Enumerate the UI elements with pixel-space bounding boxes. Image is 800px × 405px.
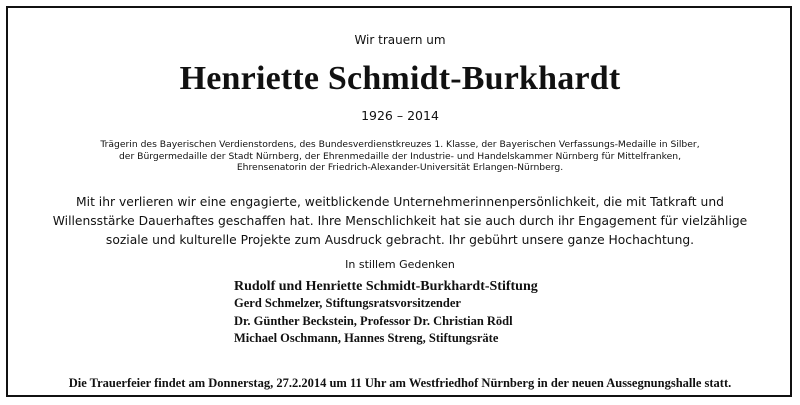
honors-block: [0, 139, 800, 174]
deceased-name: Henriette Schmidt-Burkhardt: [179, 60, 621, 97]
tribute-line: soziale und kulturelle Projekte zum Ausdruck gebracht. Ihr gebührt unsere ganze Hochachtung.: [105, 233, 695, 247]
memory-text: In stillem Gedenken: [345, 258, 455, 271]
life-years: 1926 – 2014: [361, 108, 439, 123]
intro-text: Wir trauern um: [354, 33, 446, 47]
honors-line: der Bürgermedaille der Stadt Nürnberg, der Ehrenmedaille der Industrie- und Handelskammer Nürnberg für Mittelfranken,: [118, 150, 682, 162]
funeral-info: Die Trauerfeier findet am Donnerstag, 27.2.2014 um 11 Uhr am Westfriedhof Nürnberg in der neuen Aussegnungshalle statt.: [68, 376, 732, 390]
signer-line: Michael Oschmann, Hannes Streng, Stiftungsräte: [234, 331, 499, 345]
tribute-line: Mit ihr verlieren wir eine engagierte, weitblickende Unternehmerinnenpersönlichkeit, die mit Tatkraft und: [76, 195, 724, 209]
signers-block: [234, 278, 538, 348]
foundation-name: Rudolf und Henriette Schmidt-Burkhardt-Stiftung: [234, 279, 538, 294]
honors-line: Ehrensenatorin der Friedrich-Alexander-Universität Erlangen-Nürnberg.: [236, 162, 564, 173]
tribute-paragraph: [0, 193, 800, 250]
honors-line: Trägerin des Bayerischen Verdienstordens, des Bundesverdienstkreuzes 1. Klasse, der Bayerischen Verfassungs-Medaille in Silber,: [100, 139, 700, 150]
tribute-line: Willensstärke Dauerhaftes geschaffen hat. Ihre Menschlichkeit hat sie auch durch ihr Engagement für vielzählige: [52, 214, 748, 228]
signer-line: Dr. Günther Beckstein, Professor Dr. Christian Rödl: [234, 313, 513, 328]
signer-line: Gerd Schmelzer, Stiftungsratsvorsitzender: [234, 296, 461, 310]
